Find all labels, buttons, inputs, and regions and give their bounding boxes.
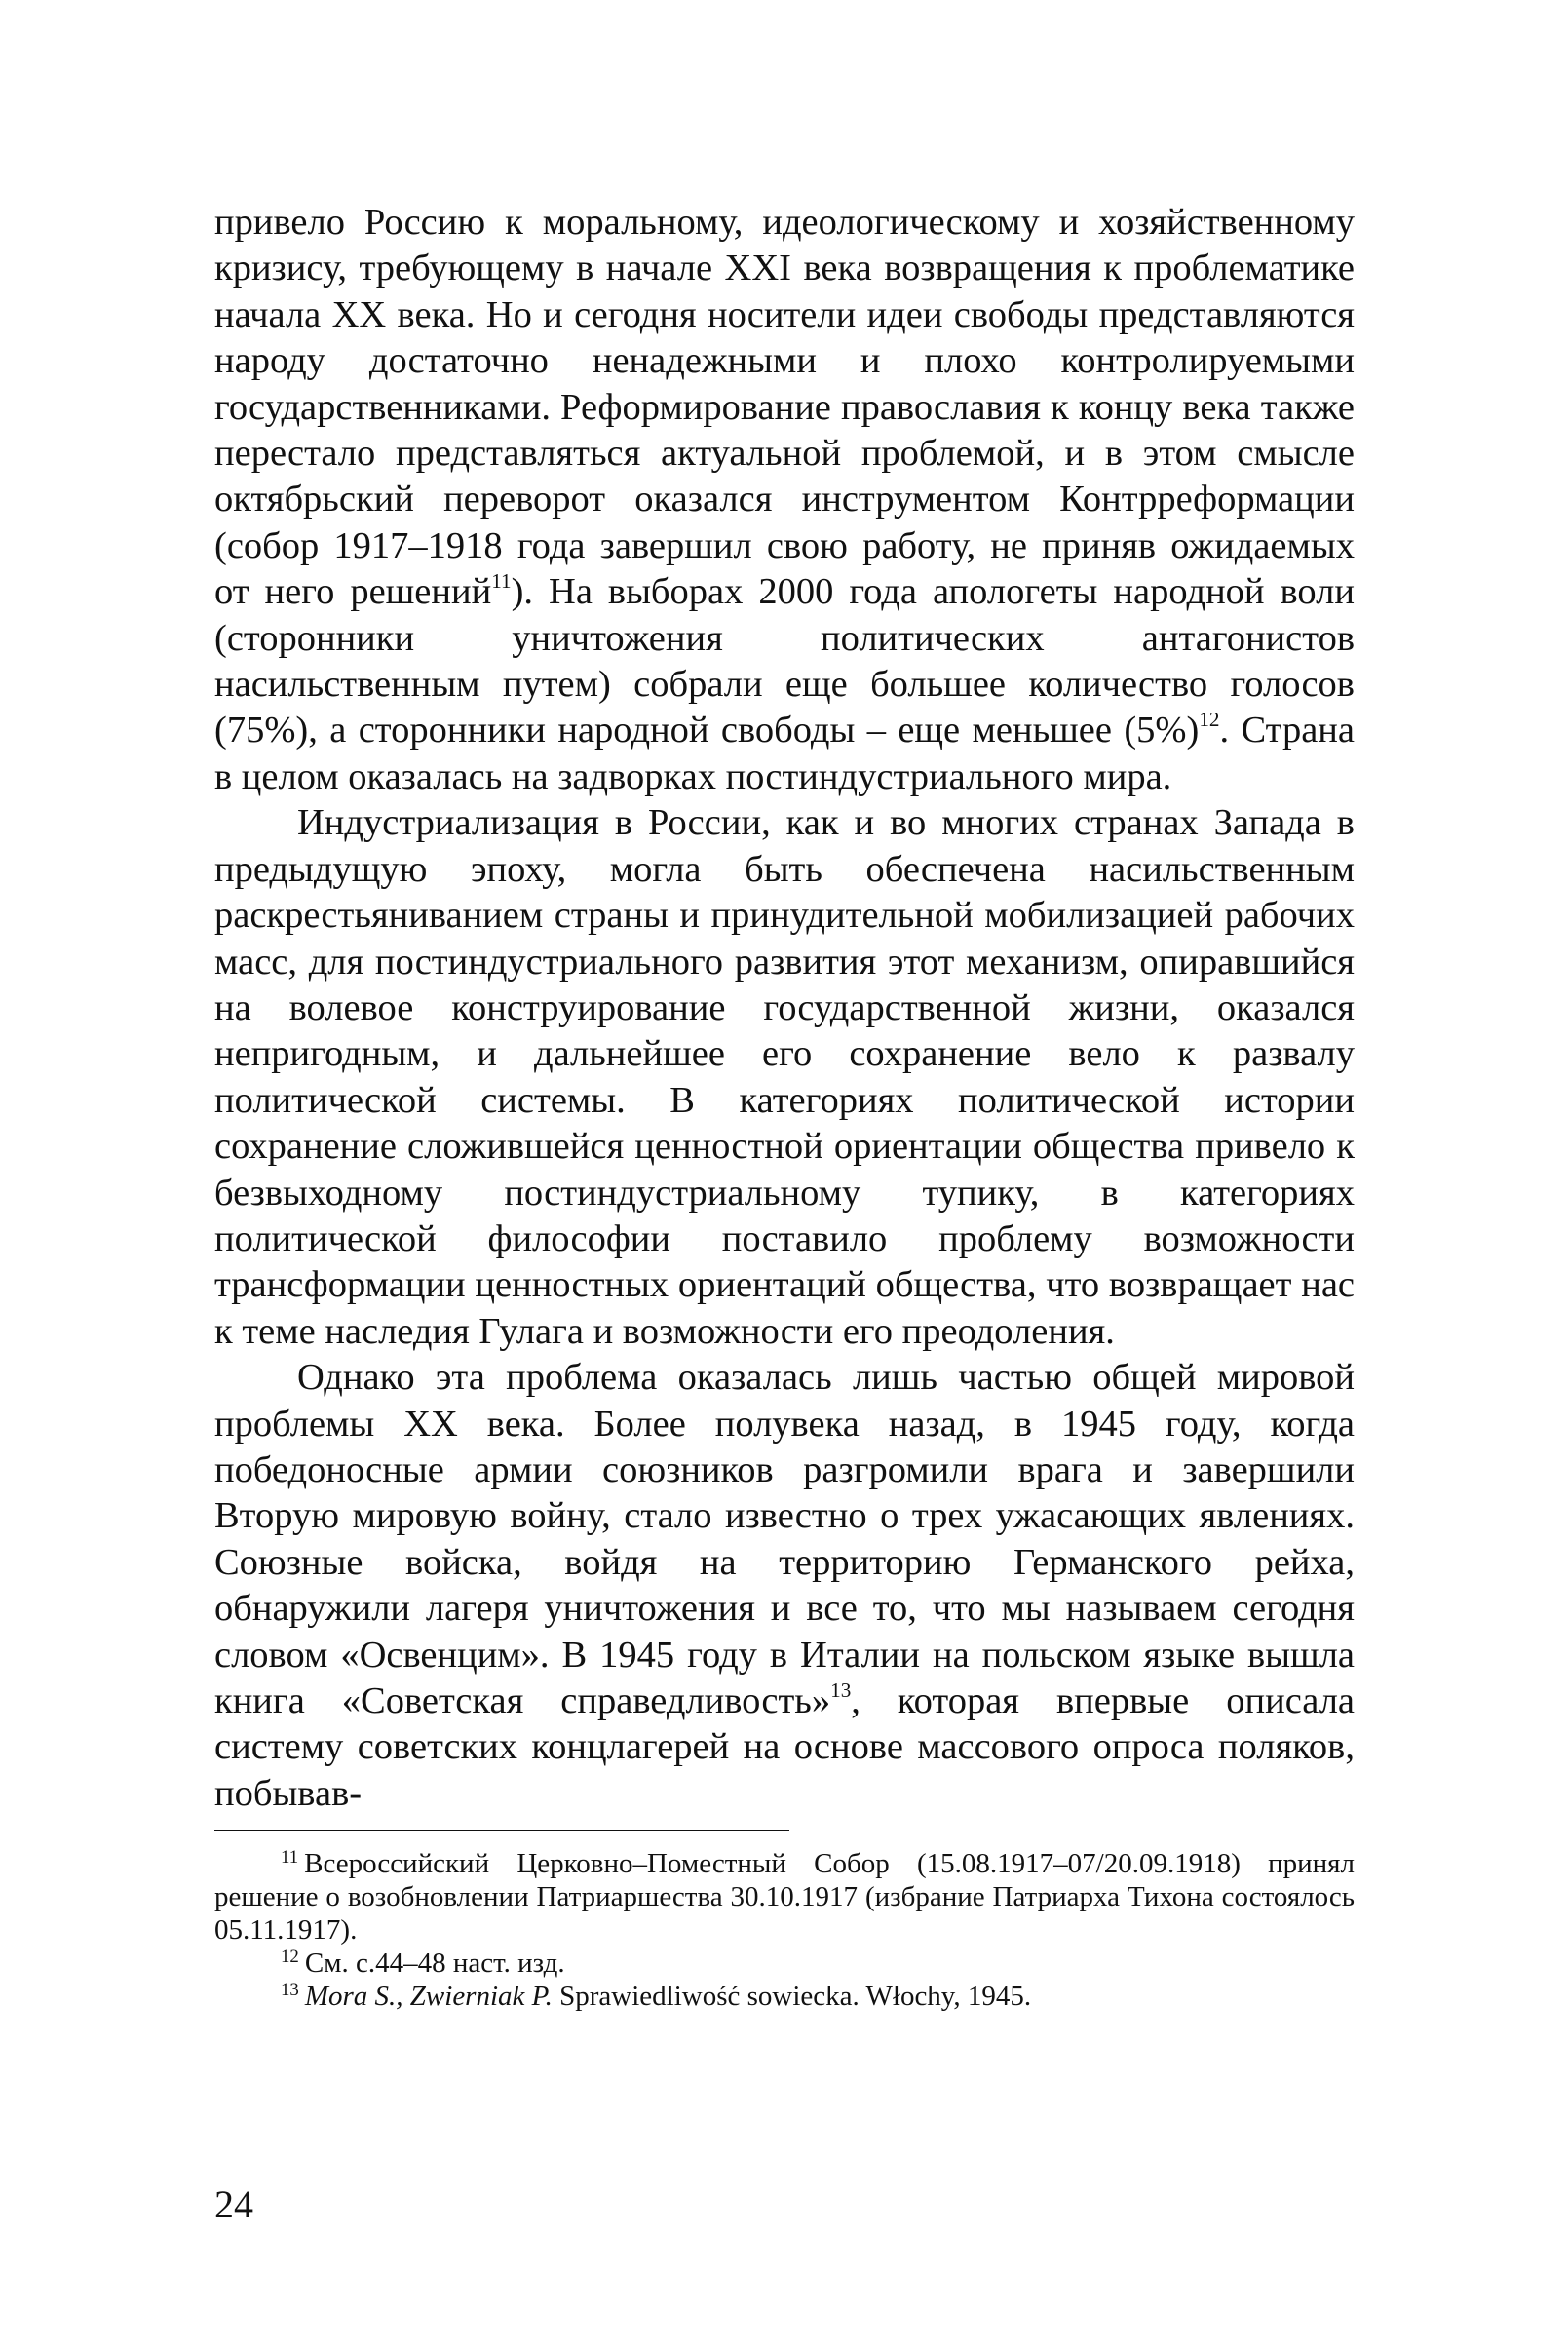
footnote-number: 13 <box>281 1979 299 2000</box>
paragraph-1-text-end: . Страна в целом оказалась на задворках постиндустриального мира. <box>214 710 1355 797</box>
page-number: 24 <box>214 2182 253 2226</box>
footnote-number: 11 <box>281 1846 299 1868</box>
paragraph-3-text: Однако эта проблема оказалась лишь частью общей мировой проблемы XX века. Более полувека назад, в 1945 году, когда победоносные армии союзников разгромили врага и завершили Вторую мировую войну, стало известно о трех ужасающих явлениях. Союзные войска, войдя на территорию Германского рейха, обнаружили лагеря уничтожения и все то, что мы называем сегодня словом «Освенцим». В 1945 году в Италии на польском языке вышла книга «Советская справедливость» <box>214 1357 1355 1721</box>
paragraph-1-text-cont: ). На выборах 2000 года апологеты народной воли (сторонники уничтожения политических антагонистов насильственным путем) собрали еще большее количество голосов (75%), а сторонники народной свободы – еще меньшее (5%) <box>214 571 1355 752</box>
paragraph-3 <box>214 1355 1355 1817</box>
paragraph-2: Индустриализация в России, как и во многих странах Запада в предыдущую эпоху, могла быть обеспечена насильственным раскрестьяниванием страны и принудительной мобилизацией рабочих масс, для постиндустриального развития этот механизм, опиравшийся на волевое конструирование государственной жизни, оказался непригодным, и дальнейшее его сохранение вело к развалу политической системы. В категориях политической истории сохранение сложившейся ценностной ориентации общества привело к безвыходному постиндустриальному тупику, в категориях политической философии поставило проблему возможности трансформации ценностных ориентаций общества, что возвращает нас к теме наследия Гулага и возможности его преодоления. <box>214 802 1355 1352</box>
footnote-ref-12: 12 <box>1199 708 1220 732</box>
footnote-text: Sprawiedliwość sowiecka. Włochy, 1945. <box>552 1981 1032 2012</box>
footnote-separator <box>214 1830 789 1831</box>
footnote-11 <box>214 1847 1355 1947</box>
paragraph-1 <box>214 200 1355 800</box>
paragraph-1-text: привело Россию к моральному, идеологическому и хозяйственному кризису, требующему в начале XXI века возвращения к проблематике начала XX века. Но и сегодня носители идеи свободы представляются народу достаточно ненадежными и плохо контролируемыми государственниками. Реформирование православия к концу века также перестало представляться актуальной проблемой, и в этом смысле октябрьский переворот оказался инструментом Контрреформации (собор 1917–1918 года завершил свою работу, не приняв ожидаемых от него решений <box>214 202 1355 613</box>
footnote-text: См. с.44–48 наст. изд. <box>304 1947 565 1979</box>
main-text <box>214 200 1355 1817</box>
footnote-number: 12 <box>281 1946 299 1967</box>
paragraph-3-text-end: , которая впервые описала систему советских концлагерей на основе массового опроса поляков, побывав- <box>214 1680 1355 1814</box>
footnote-ref-13: 13 <box>830 1678 852 1703</box>
footnote-ref-11: 11 <box>491 569 512 594</box>
footnote-13 <box>214 1980 1355 2013</box>
footnote-author: Mora S., Zwierniak P. <box>304 1981 553 2012</box>
footnote-12 <box>214 1947 1355 1980</box>
footnotes <box>214 1847 1355 2013</box>
footnote-text: Всероссийский Церковно–Поместный Собор (15.08.1917–07/20.09.1918) принял решение о возобновлении Патриаршества 30.10.1917 (избрание Патриарха Тихона состоялось 05.11.1917). <box>214 1848 1355 1946</box>
